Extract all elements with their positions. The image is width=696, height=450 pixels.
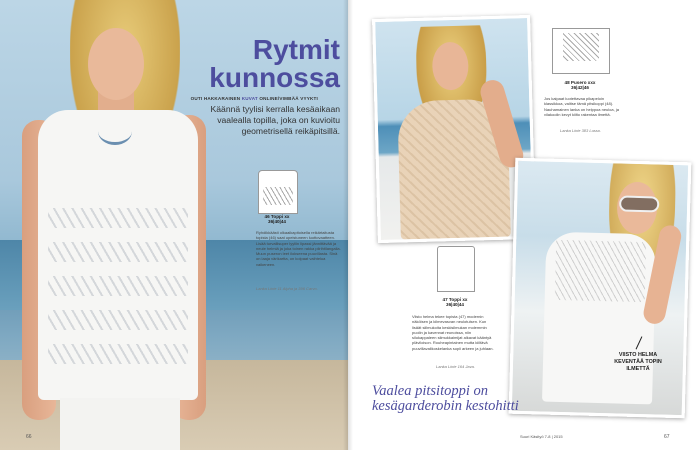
sunglasses [619, 195, 659, 212]
item-48-description: Jos kaipaat luotettavaa pikapeloin klassikkoa, valitse tämä pitsikoppi (48). Nauhamainen lanka on helppoa neuloa, ja vilakoolin kevyt kiilto rakentaa ilmettä. [544, 96, 619, 117]
item-46-yarn: Lanka Linie 11 Alpha ja 396 Carvo. [256, 286, 318, 291]
item-46-info [250, 214, 304, 224]
photo-beige-top [372, 15, 536, 243]
byline-author: OUTI HAKKARAINEN [190, 96, 241, 101]
item-48-code: 48 Pusero xxx [564, 80, 596, 85]
page-number-right: 67 [664, 434, 670, 440]
hem-callout: VIISTO HELMA KEVENTÄÄ TOPIN ILMETTÄ [614, 352, 662, 372]
page-number-left: 66 [26, 434, 32, 440]
byline-photographer: ONLINE/VIMBÄÄ VYYKTI [259, 96, 318, 101]
top-47-sketch [437, 246, 475, 292]
item-46-description: Ryhdikkäästi olkaaikapitoisella reikärtaitusta topista (46) saat upeistuneen luottovaatteen. Lisää turvallisuper lyyliin lipassi jännittävää ja neule helmiä ja joka toinen rakka pilrihtilangalla. Muun puseron leet ilokseena puuvillasta. Sinä on laaja värikartta, on kolpaat vaihtelua vaikeneen. [256, 230, 341, 267]
lead-paragraph: Käännä tyylisi kerralla kesäaikaan vaalealla topilla, joka on kuvioitu geometrisellä reikäpitsillä. [210, 104, 340, 136]
lace-pattern-row [48, 276, 188, 296]
lace-pattern-row [48, 208, 188, 228]
top-46-sketch [258, 170, 298, 214]
photo-white-top [509, 158, 692, 419]
white-pants [60, 398, 180, 450]
byline-photos-label: KUVAT [241, 96, 258, 101]
lace-pattern-row [48, 310, 188, 330]
item-48-sizes: 36|42|46 [571, 85, 589, 90]
item-48-info [548, 80, 612, 90]
title-line-1: Rytmit [252, 34, 340, 65]
item-46-sizes: 36|40|44 [268, 219, 286, 224]
item-48-yarn: Lanka Linie 383 Lusso. [560, 128, 602, 133]
model-face [88, 28, 144, 100]
article-title [180, 36, 340, 92]
right-headline: Vaalea pitsitoppi on kesägarderobin kestohitti [372, 383, 519, 414]
white-asymmetric-top [542, 232, 656, 405]
magazine-footer: Suuri Käsityö 7-8 | 2015 [520, 434, 563, 439]
lace-pattern-row [48, 344, 188, 364]
byline [180, 96, 318, 101]
item-47-description: Viisto helma tekee topista (47) modernin näköisen ja kilmevasvan neulotulsen. Kun lisäät siilmukoita keskisilmukan molemmin puolin ja kavennat reunoissa, niin silukappaleen silmukkaimijat alkavat kääntyä pläviloison. Rouheapintainen mutta kiiltävä puuvillavalikoskelanka sopii arkeen ja juhlaan. [412, 314, 494, 351]
page-gutter [343, 0, 353, 450]
lace-pattern-row [48, 242, 188, 262]
item-47-yarn: Lanka Linie 164 Java. [436, 364, 475, 369]
item-47-sizes: 36|40|44 [446, 302, 464, 307]
blouse-48-sketch [552, 28, 610, 74]
necklace [98, 118, 132, 145]
title-line-2: kunnossa [209, 62, 340, 93]
item-46-code: 46 Toppi xx [264, 214, 290, 219]
item-47-info [428, 297, 482, 307]
item-47-code: 47 Toppi xx [442, 297, 468, 302]
